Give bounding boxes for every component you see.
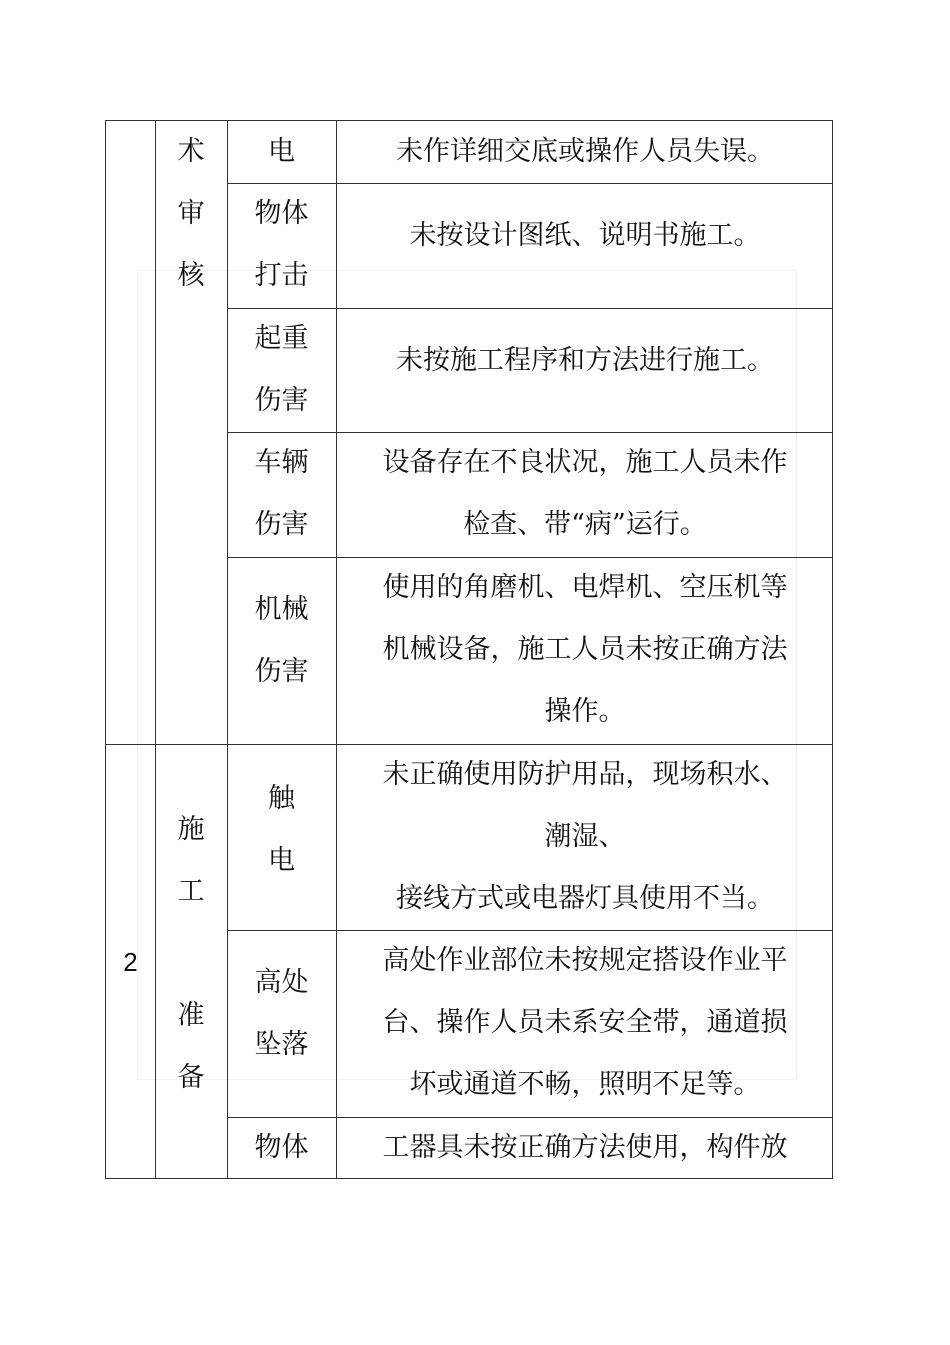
hazard-text: 电: [268, 136, 295, 167]
hazard-cell: [227, 930, 336, 1117]
cause-cell: [336, 1117, 834, 1180]
cause-text: 未按设计图纸、说明书施工。: [409, 220, 761, 251]
cause-cell: [336, 557, 834, 744]
hazard-table: [105, 120, 833, 1179]
category-char: 核: [177, 260, 205, 291]
cause-text: 检查、带“病”运行。: [463, 509, 707, 540]
category-char: 准: [177, 1000, 205, 1031]
category-cell: [155, 121, 227, 744]
cause-text: 未作详细交底或操作人员失误。: [396, 136, 774, 167]
row-number: [106, 744, 155, 1180]
cause-text: 使用的角磨机、电焊机、空压机等: [382, 572, 788, 603]
hazard-text: 坠落: [254, 1029, 309, 1060]
cause-cell: [336, 121, 834, 183]
hazard-text: 物体: [254, 198, 309, 229]
cause-text: 高处作业部位未按规定搭设作业平: [382, 945, 788, 976]
cause-text: 未按施工程序和方法进行施工。: [396, 345, 774, 376]
category-char: 审: [177, 198, 205, 229]
cause-text: 工器具未按正确方法使用，构件放: [382, 1132, 788, 1163]
cause-text: 接线方式或电器灯具使用不当。: [396, 883, 774, 914]
cause-cell: [336, 432, 834, 557]
cause-text: 坏或通道不畅，照明不足等。: [409, 1069, 761, 1100]
cause-cell: [336, 744, 834, 930]
hazard-text: 车辆: [254, 447, 309, 478]
cause-cell: [336, 930, 834, 1117]
hazard-text: 触: [268, 783, 295, 814]
hazard-cell: [227, 557, 336, 744]
cause-text: 机械设备，施工人员未按正确方法: [382, 634, 788, 665]
hazard-cell: [227, 1117, 336, 1180]
category-char: 备: [177, 1062, 205, 1093]
hazard-cell: [227, 308, 336, 432]
row-number-text: 2: [123, 947, 138, 977]
hazard-text: 物体: [254, 1132, 309, 1163]
hazard-text: 起重: [254, 323, 309, 354]
hazard-text: 伤害: [254, 656, 309, 687]
category-cell: [155, 744, 227, 1180]
cause-text: 未正确使用防护用品，现场积水、: [382, 759, 788, 790]
cause-text: 潮湿、: [544, 821, 626, 852]
category-char: 术: [177, 136, 205, 167]
category-char: 施: [177, 814, 205, 845]
category-char: 工: [177, 876, 205, 907]
hazard-text: 电: [268, 845, 295, 876]
hazard-cell: [227, 432, 336, 557]
hazard-text: 伤害: [254, 509, 309, 540]
hazard-cell: [227, 744, 336, 930]
cause-cell: [336, 183, 834, 308]
hazard-text: 高处: [254, 967, 309, 998]
hazard-cell: [227, 183, 336, 308]
hazard-cell: [227, 121, 336, 183]
hazard-text: 机械: [254, 594, 309, 625]
cause-text: 操作。: [544, 696, 626, 727]
cause-cell: [336, 308, 834, 432]
hazard-text: 伤害: [254, 385, 309, 416]
hazard-text: 打击: [254, 260, 309, 291]
cause-text: 设备存在不良状况，施工人员未作: [382, 447, 788, 478]
cause-text: 台、操作人员未系安全带，通道损: [382, 1007, 788, 1038]
